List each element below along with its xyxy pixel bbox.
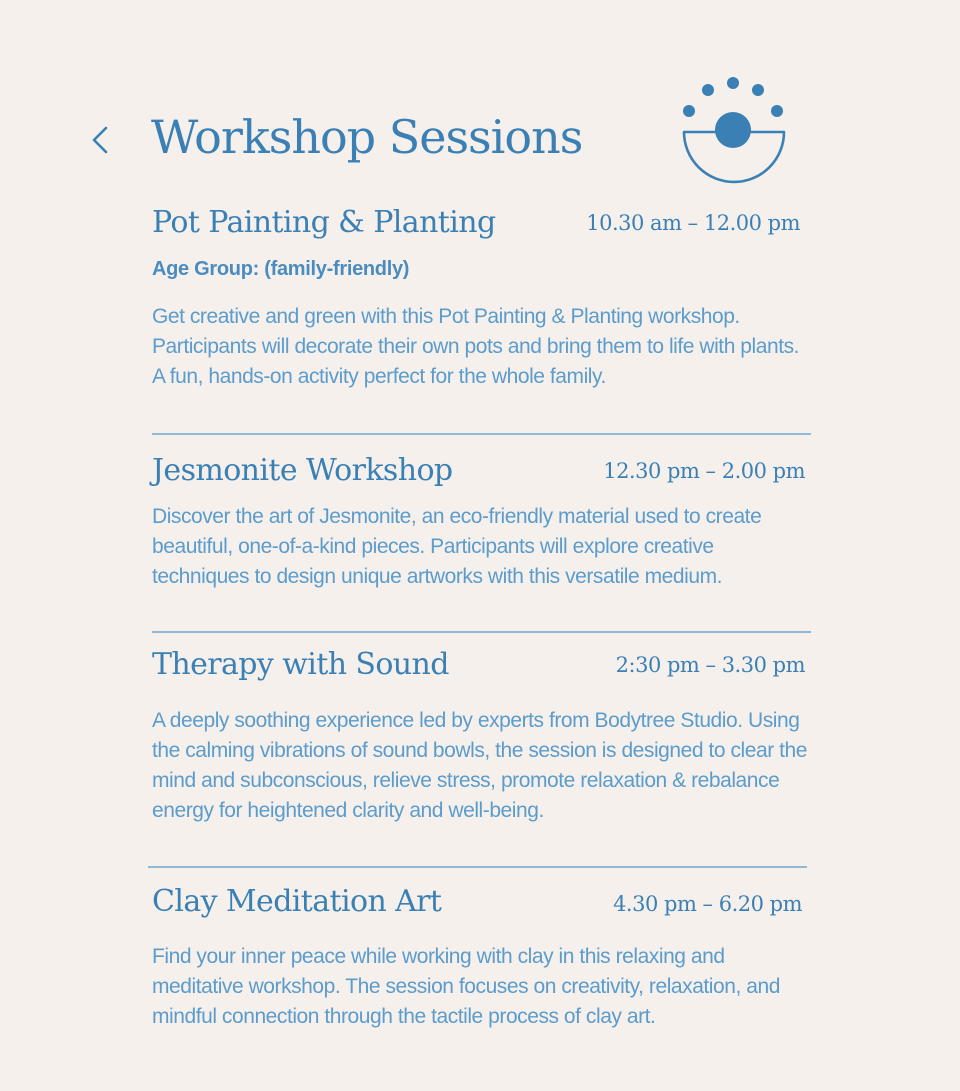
- session-title: Clay Meditation Art: [152, 884, 442, 919]
- divider: [152, 631, 811, 633]
- page-title: Workshop Sessions: [151, 110, 583, 164]
- back-button[interactable]: [86, 120, 116, 160]
- session-description: A deeply soothing experience led by experts from Bodytree Studio. Using the calming vibrations of sound bowls, the session is designed to clear the mind and subconscious, relieve stress, promote relaxation & rebalance energy for heightened clarity and well-being.: [152, 709, 807, 822]
- divider: [152, 433, 811, 435]
- age-group-label: Age Group: (family-friendly): [152, 258, 410, 280]
- session-description: Find your inner peace while working with clay in this relaxing and meditative workshop. The session focuses on creativity, relaxation, and mindful connection through the tactile process of clay art.: [152, 945, 780, 1028]
- divider: [148, 866, 807, 868]
- session-time: 12.30 pm – 2.00 pm: [603, 459, 805, 483]
- sun-arc-logo-icon: [680, 74, 790, 189]
- session-description: Discover the art of Jesmonite, an eco-friendly material used to create beautiful, one-of-a-kind pieces. Participants will explore creative techniques to design unique artworks with this versatile medium.: [152, 505, 762, 588]
- session-title: Jesmonite Workshop: [152, 453, 453, 488]
- logo: [680, 74, 790, 189]
- session-time: 10.30 am – 12.00 pm: [586, 211, 800, 235]
- session-description: Get creative and green with this Pot Painting & Planting workshop. Participants will decorate their own pots and bring them to life with plants. A fun, hands-on activity perfect for the whole family.: [152, 305, 800, 388]
- chevron-left-icon: [86, 120, 116, 160]
- session-title: Therapy with Sound: [152, 647, 449, 682]
- session-time: 4.30 pm – 6.20 pm: [613, 892, 802, 916]
- session-title: Pot Painting & Planting: [152, 205, 496, 240]
- session-time: 2:30 pm – 3.30 pm: [615, 653, 805, 677]
